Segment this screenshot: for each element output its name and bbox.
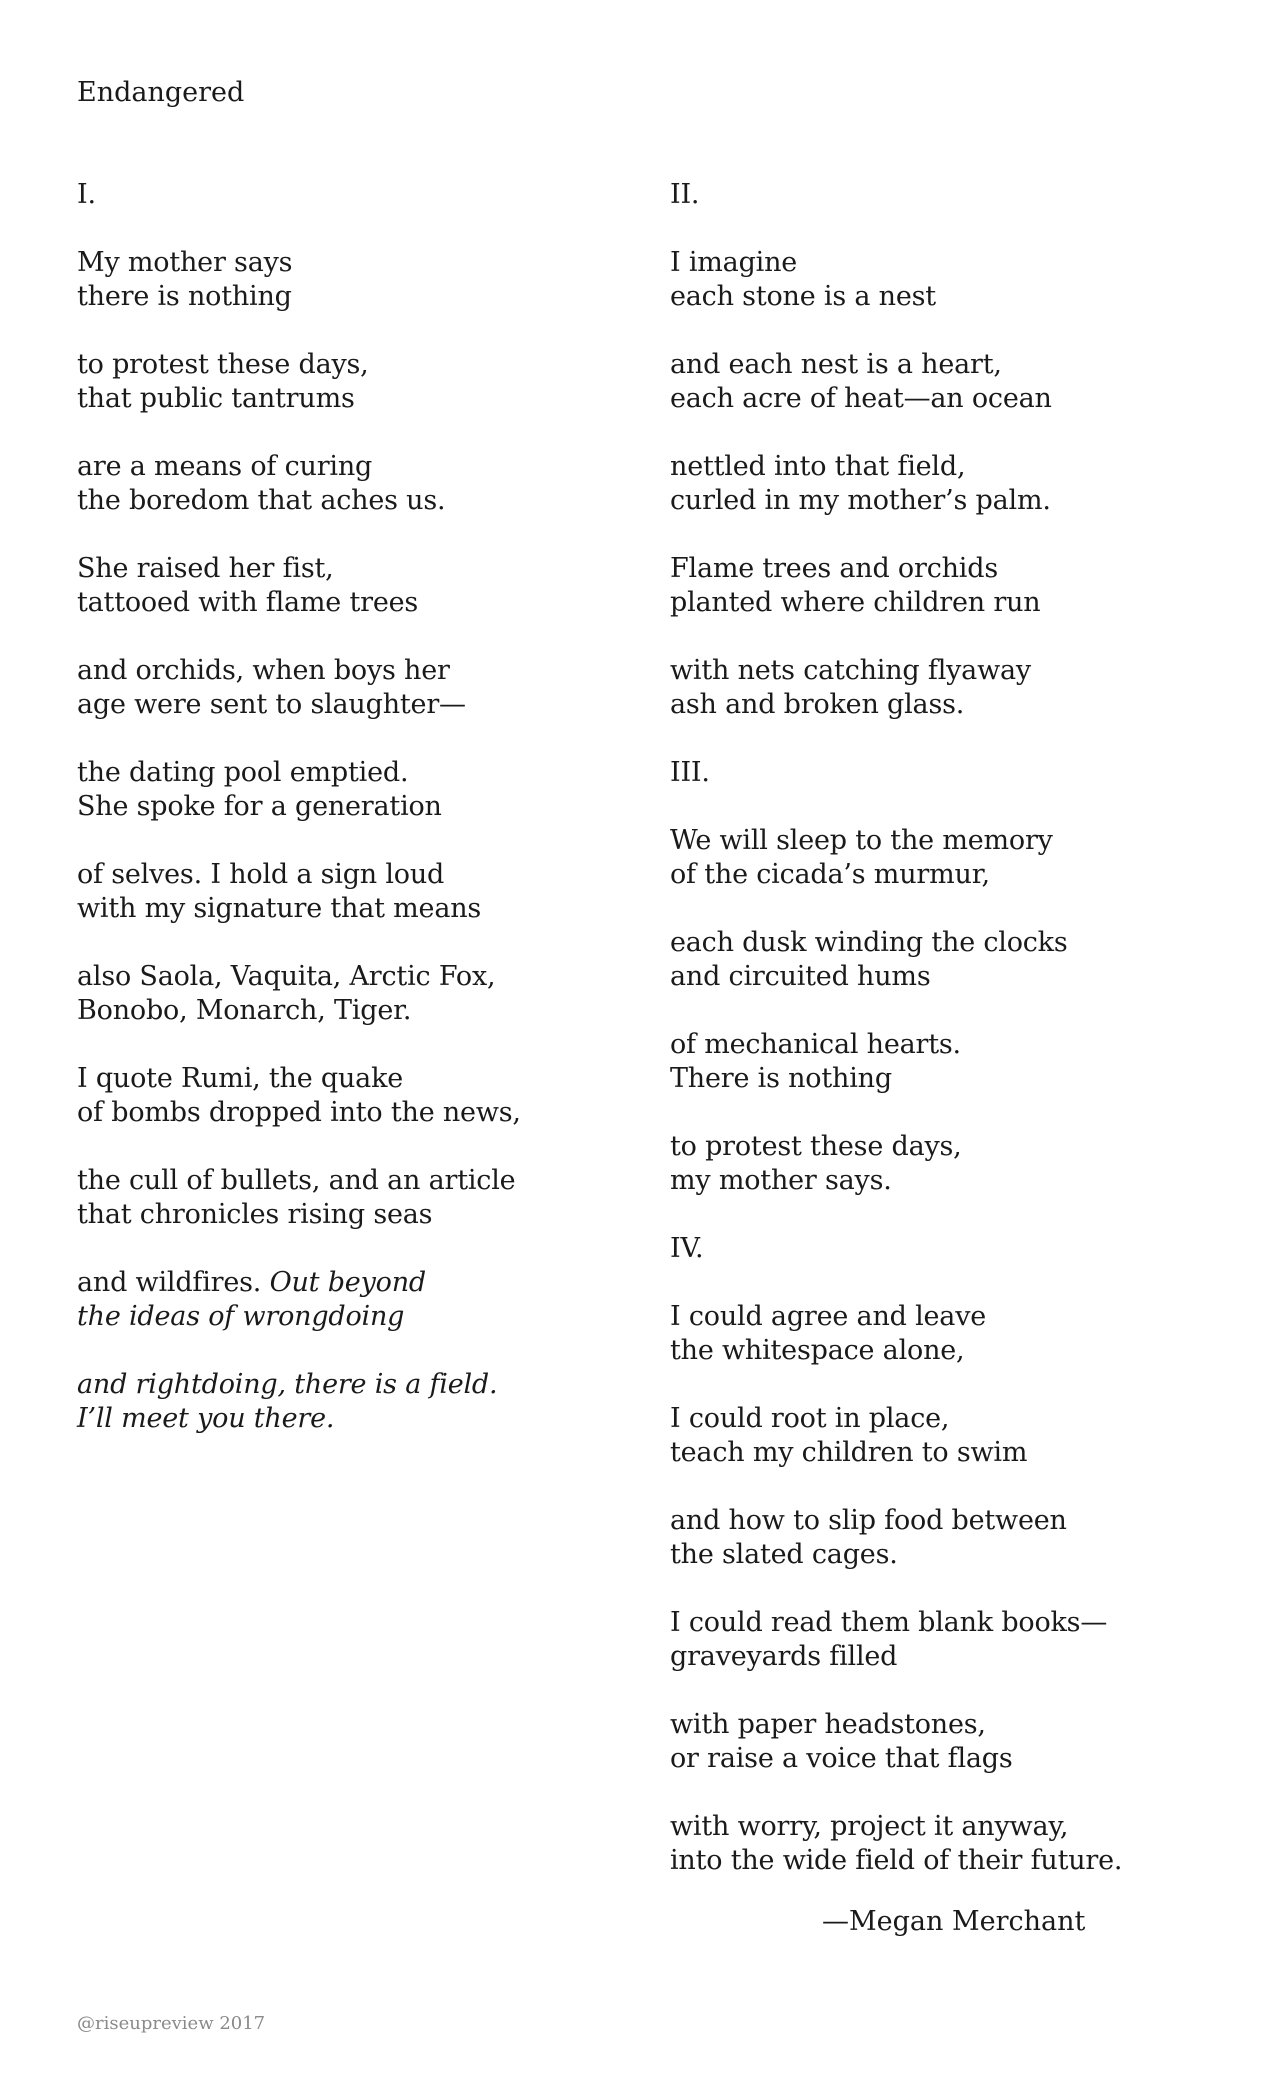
poem-line: to protest these days, <box>670 1131 962 1162</box>
poem-line: the boredom that aches us. <box>77 485 446 516</box>
poem-line: with my signature that means <box>77 893 482 924</box>
stanza <box>77 246 637 314</box>
poem-line: each stone is a nest <box>670 281 936 312</box>
stanza <box>670 1300 1250 1368</box>
stanza <box>670 654 1250 722</box>
stanza <box>77 450 637 518</box>
poem-line: ash and broken glass. <box>670 689 965 720</box>
poem-line: with nets catching flyaway <box>670 655 1031 686</box>
poem-line: of the cicada’s murmur, <box>670 859 990 890</box>
poem-line: nettled into that field, <box>670 451 966 482</box>
poem-line: and circuited hums <box>670 961 931 992</box>
rumi-quote: and rightdoing, there is a field. <box>77 1369 498 1400</box>
poem-line: the dating pool emptied. <box>77 757 409 788</box>
stanza <box>670 824 1250 892</box>
poem-line: each dusk winding the clocks <box>670 927 1068 958</box>
stanza <box>670 246 1250 314</box>
copyright-footer: @riseupreview 2017 <box>77 2013 266 2034</box>
section-heading: IV. <box>670 1233 704 1264</box>
poem-line-plain: and wildfires. <box>77 1267 270 1298</box>
poem-line: the cull of bullets, and an article <box>77 1165 516 1196</box>
stanza <box>77 858 637 926</box>
poem-line: my mother says. <box>670 1165 892 1196</box>
poem-line: age were sent to slaughter— <box>77 689 466 720</box>
rumi-quote: the ideas of wrongdoing <box>77 1301 405 1332</box>
poem-title: Endangered <box>77 77 245 108</box>
poem-line: there is nothing <box>77 281 292 312</box>
poem-line: and orchids, when boys her <box>77 655 450 686</box>
poem-line: of bombs dropped into the news, <box>77 1097 521 1128</box>
poem-line: She raised her fist, <box>77 553 334 584</box>
poem-line: I could read them blank books— <box>670 1607 1108 1638</box>
poem-line: of mechanical hearts. <box>670 1029 961 1060</box>
stanza <box>77 348 637 416</box>
poem-line: the whitespace alone, <box>670 1335 965 1366</box>
stanza <box>670 1606 1250 1674</box>
poem-line: are a means of curing <box>77 451 373 482</box>
poem-line: that chronicles rising seas <box>77 1199 433 1230</box>
poem-line: that public tantrums <box>77 383 355 414</box>
rumi-quote: I’ll meet you there. <box>77 1403 335 1434</box>
poem-line <box>77 1266 637 1300</box>
section-heading: III. <box>670 757 710 788</box>
section-heading-4 <box>670 1232 1250 1266</box>
poem-line: I imagine <box>670 247 798 278</box>
stanza <box>670 1504 1250 1572</box>
poem-line: also Saola, Vaquita, Arctic Fox, <box>77 961 496 992</box>
stanza <box>77 756 637 824</box>
poem-line: Flame trees and orchids <box>670 553 998 584</box>
poem-line: I quote Rumi, the quake <box>77 1063 404 1094</box>
stanza <box>670 450 1250 518</box>
stanza <box>670 1130 1250 1198</box>
section-heading-3 <box>670 756 1250 790</box>
section-heading: II. <box>670 179 700 210</box>
stanza <box>670 552 1250 620</box>
poem-line: and how to slip food between <box>670 1505 1067 1536</box>
poem-line: I could agree and leave <box>670 1301 987 1332</box>
stanza <box>77 552 637 620</box>
poem-line: curled in my mother’s palm. <box>670 485 1051 516</box>
stanza <box>77 654 637 722</box>
poem-line: teach my children to swim <box>670 1437 1028 1468</box>
stanza <box>670 1708 1250 1776</box>
poem-line: of selves. I hold a sign loud <box>77 859 445 890</box>
stanza <box>670 1028 1250 1096</box>
section-heading-2 <box>670 178 1250 212</box>
poem-line: with worry, project it anyway, <box>670 1811 1069 1842</box>
poem-line: the slated cages. <box>670 1539 898 1570</box>
stanza <box>670 926 1250 994</box>
poem-line: and each nest is a heart, <box>670 349 1002 380</box>
stanza-quote-end <box>77 1368 637 1436</box>
author-signature: —Megan Merchant <box>822 1906 1086 1937</box>
poem-line: tattooed with flame trees <box>77 587 419 618</box>
stanza <box>77 960 637 1028</box>
stanza <box>77 1062 637 1130</box>
poem-line: with paper headstones, <box>670 1709 986 1740</box>
poem-line: I could root in place, <box>670 1403 950 1434</box>
poem-line: We will sleep to the memory <box>670 825 1053 856</box>
poem-line: There is nothing <box>670 1063 892 1094</box>
poem-line: each acre of heat—an ocean <box>670 383 1052 414</box>
poem-line: She spoke for a generation <box>77 791 442 822</box>
poem-line: graveyards filled <box>670 1641 898 1672</box>
poem-line: Bonobo, Monarch, Tiger. <box>77 995 412 1026</box>
stanza-quote-start <box>77 1266 637 1334</box>
section-heading-1 <box>77 178 637 212</box>
poem-line: or raise a voice that flags <box>670 1743 1013 1774</box>
stanza <box>670 1402 1250 1470</box>
poem-line: into the wide field of their future. <box>670 1845 1123 1876</box>
rumi-quote: Out beyond <box>269 1267 426 1298</box>
right-column <box>670 178 1250 1912</box>
poem-line: planted where children run <box>670 587 1041 618</box>
section-heading: I. <box>77 179 96 210</box>
poem-line: to protest these days, <box>77 349 369 380</box>
stanza <box>670 1810 1250 1878</box>
left-column <box>77 178 637 1470</box>
poem-line: My mother says <box>77 247 293 278</box>
stanza <box>77 1164 637 1232</box>
stanza <box>670 348 1250 416</box>
